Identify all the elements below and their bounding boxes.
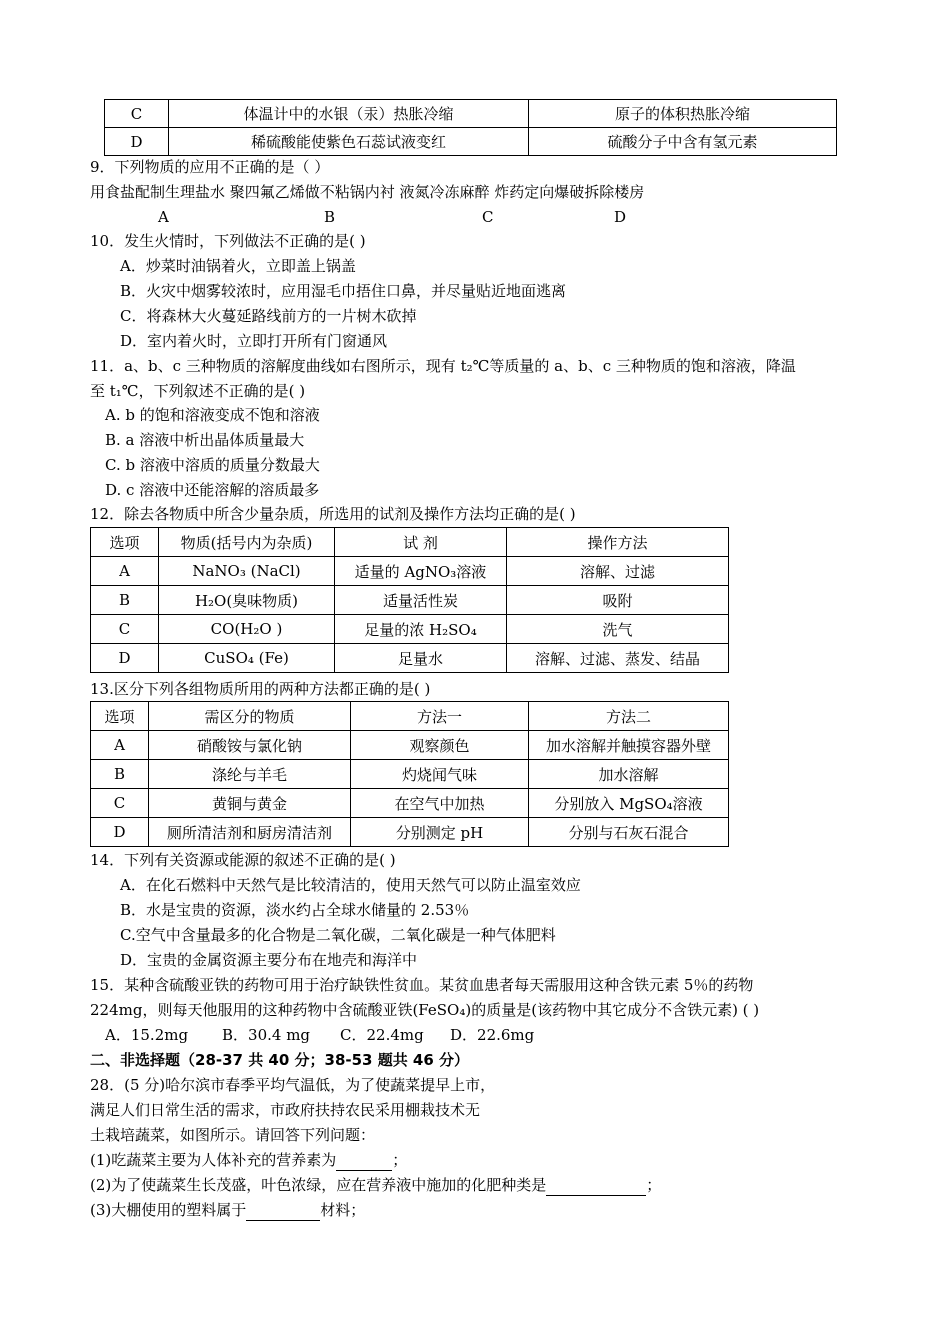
table-cell: 灼烧闻气味 bbox=[351, 760, 529, 789]
column-header: 方法一 bbox=[351, 702, 529, 731]
question-11-option: B. a 溶液中析出晶体质量最大 bbox=[105, 431, 305, 449]
answer-blank[interactable] bbox=[546, 1179, 646, 1196]
table-cell: 适量的 AgNO₃溶液 bbox=[335, 557, 507, 586]
question-28-sub-1 bbox=[90, 1149, 407, 1171]
sub-question-text: (2)为了使蔬菜生长茂盛，叶色浓绿，应在营养液中施加的化肥种类是 bbox=[90, 1176, 547, 1194]
table-cell: 足量水 bbox=[335, 644, 507, 673]
comparison-table bbox=[104, 99, 837, 156]
question-28-sub-2 bbox=[90, 1174, 661, 1196]
option-label-b: B bbox=[324, 208, 336, 226]
sub-question-text: (1)吃蔬菜主要为人体补充的营养素为 bbox=[90, 1151, 337, 1169]
question-11-stem-cont: 至 t₁℃，下列叙述不正确的是( ) bbox=[90, 382, 306, 400]
table-row bbox=[91, 615, 729, 644]
table-cell: 加水溶解并触摸容器外壁 bbox=[529, 731, 729, 760]
table-cell: B bbox=[91, 760, 149, 789]
question-15-stem-cont: 224mg，则每天他服用的这种药物中含硫酸亚铁(FeSO₄)的质量是(该药物中其它成分不含铁元素) ( ) bbox=[90, 1001, 760, 1019]
question-11-stem: 11．a、b、c 三种物质的溶解度曲线如右图所示，现有 t₂℃等质量的 a、b、c 三种物质的饱和溶液，降温 bbox=[90, 357, 796, 375]
table-cell: 溶解、过滤 bbox=[507, 557, 729, 586]
option-label-d: D bbox=[614, 208, 627, 226]
table-cell: 体温计中的水银（汞）热胀冷缩 bbox=[169, 100, 529, 128]
question-28-stem-cont: 土栽培蔬菜，如图所示。请回答下列问题： bbox=[90, 1126, 376, 1144]
table-cell: D bbox=[91, 818, 149, 847]
table-cell: 溶解、过滤、蒸发、结晶 bbox=[507, 644, 729, 673]
table-cell: A bbox=[91, 731, 149, 760]
question-14-option: C.空气中含量最多的化合物是二氧化碳，二氧化碳是一种气体肥料 bbox=[120, 926, 556, 944]
table-cell: 在空气中加热 bbox=[351, 789, 529, 818]
question-9-stem: 9．下列物质的应用不正确的是（ ） bbox=[90, 158, 330, 176]
question-28-stem: 28．(5 分)哈尔滨市春季平均气温低，为了使蔬菜提早上市， bbox=[90, 1076, 496, 1094]
table-cell: 硫酸分子中含有氢元素 bbox=[529, 128, 837, 156]
option-label-a: A bbox=[158, 208, 169, 226]
punctuation: ； bbox=[392, 1151, 408, 1169]
table-cell: H₂O(臭味物质) bbox=[159, 586, 335, 615]
table-cell: 足量的浓 H₂SO₄ bbox=[335, 615, 507, 644]
question-15-option-b: B．30.4 mg bbox=[222, 1026, 311, 1044]
table-cell: CO(H₂O ) bbox=[159, 615, 335, 644]
option-label-c: C bbox=[482, 208, 494, 226]
table-row bbox=[91, 760, 729, 789]
punctuation: ； bbox=[646, 1176, 662, 1194]
table-cell: A bbox=[91, 557, 159, 586]
sub-question-text: (3)大棚使用的塑料属于 bbox=[90, 1201, 247, 1219]
table-cell: D bbox=[105, 128, 169, 156]
table-header-row bbox=[91, 702, 729, 731]
impurity-removal-table bbox=[90, 527, 729, 673]
column-header: 选项 bbox=[91, 702, 149, 731]
table-cell: C bbox=[105, 100, 169, 128]
table-cell: CuSO₄ (Fe) bbox=[159, 644, 335, 673]
column-header: 试 剂 bbox=[335, 528, 507, 557]
table-row bbox=[105, 100, 837, 128]
table-row bbox=[105, 128, 837, 156]
table-cell: 洗气 bbox=[507, 615, 729, 644]
table-cell: 适量活性炭 bbox=[335, 586, 507, 615]
column-header: 操作方法 bbox=[507, 528, 729, 557]
punctuation: 材料； bbox=[320, 1201, 366, 1219]
table-cell: 观察颜色 bbox=[351, 731, 529, 760]
column-header: 物质(括号内为杂质) bbox=[159, 528, 335, 557]
table-cell: 分别放入 MgSO₄溶液 bbox=[529, 789, 729, 818]
question-15-option-d: D．22.6mg bbox=[450, 1026, 535, 1044]
table-row bbox=[91, 644, 729, 673]
table-cell: D bbox=[91, 644, 159, 673]
question-10-stem: 10．发生火情时，下列做法不正确的是( ) bbox=[90, 232, 366, 250]
table-cell: C bbox=[91, 789, 149, 818]
answer-blank[interactable] bbox=[246, 1204, 320, 1221]
question-10-option: B．火灾中烟雾较浓时，应用湿毛巾捂住口鼻，并尽量贴近地面逃离 bbox=[120, 282, 567, 300]
table-cell: 黄铜与黄金 bbox=[149, 789, 351, 818]
question-11-option: D. c 溶液中还能溶解的溶质最多 bbox=[105, 481, 320, 499]
table-cell: 涤纶与羊毛 bbox=[149, 760, 351, 789]
question-15-option-c: C．22.4mg bbox=[340, 1026, 424, 1044]
table-cell: NaNO₃ (NaCl) bbox=[159, 557, 335, 586]
table-row bbox=[91, 818, 729, 847]
question-28-sub-3 bbox=[90, 1199, 365, 1221]
question-14-option: D．宝贵的金属资源主要分布在地壳和海洋中 bbox=[120, 951, 418, 969]
question-11-option: A. b 的饱和溶液变成不饱和溶液 bbox=[105, 406, 320, 424]
table-cell: 硝酸铵与氯化钠 bbox=[149, 731, 351, 760]
column-header: 方法二 bbox=[529, 702, 729, 731]
table-row bbox=[91, 557, 729, 586]
question-11-option: C. b 溶液中溶质的质量分数最大 bbox=[105, 456, 320, 474]
table-cell: B bbox=[91, 586, 159, 615]
column-header: 需区分的物质 bbox=[149, 702, 351, 731]
question-28-stem-cont: 满足人们日常生活的需求，市政府扶持农民采用棚栽技术无 bbox=[90, 1101, 481, 1119]
table-row bbox=[91, 789, 729, 818]
column-header: 选项 bbox=[91, 528, 159, 557]
table-row bbox=[91, 731, 729, 760]
distinguish-substances-table bbox=[90, 701, 729, 847]
section-heading: 二、非选择题（28-37 共 40 分；38-53 题共 46 分） bbox=[90, 1051, 470, 1069]
table-row bbox=[91, 586, 729, 615]
question-13-stem: 13.区分下列各组物质所用的两种方法都正确的是( ) bbox=[90, 680, 431, 698]
table-cell: 加水溶解 bbox=[529, 760, 729, 789]
question-10-option: A．炒菜时油锅着火，立即盖上锅盖 bbox=[120, 257, 356, 275]
question-10-option: D．室内着火时，立即打开所有门窗通风 bbox=[120, 332, 388, 350]
table-cell: 分别与石灰石混合 bbox=[529, 818, 729, 847]
table-cell: 吸附 bbox=[507, 586, 729, 615]
question-14-stem: 14．下列有关资源或能源的叙述不正确的是( ) bbox=[90, 851, 396, 869]
question-14-option: A．在化石燃料中天然气是比较清洁的，使用天然气可以防止温室效应 bbox=[120, 876, 581, 894]
table-cell: 厕所清洁剂和厨房清洁剂 bbox=[149, 818, 351, 847]
question-15-option-a: A．15.2mg bbox=[105, 1026, 189, 1044]
question-9-options: 用食盐配制生理盐水 聚四氟乙烯做不粘锅内衬 液氮冷冻麻醉 炸药定向爆破拆除楼房 bbox=[90, 183, 645, 201]
table-header-row bbox=[91, 528, 729, 557]
question-10-option: C．将森林大火蔓延路线前方的一片树木砍掉 bbox=[120, 307, 417, 325]
table-cell: 分别测定 pH bbox=[351, 818, 529, 847]
answer-blank[interactable] bbox=[336, 1154, 392, 1171]
question-14-option: B．水是宝贵的资源，淡水约占全球水储量的 2.53％ bbox=[120, 901, 470, 919]
question-15-stem: 15．某种含硫酸亚铁的药物可用于治疗缺铁性贫血。某贫血患者每天需服用这种含铁元素 5％的药物 bbox=[90, 976, 754, 994]
table-cell: 原子的体积热胀冷缩 bbox=[529, 100, 837, 128]
question-12-stem: 12．除去各物质中所含少量杂质，所选用的试剂及操作方法均正确的是( ) bbox=[90, 505, 576, 523]
table-cell: C bbox=[91, 615, 159, 644]
table-cell: 稀硫酸能使紫色石蕊试液变红 bbox=[169, 128, 529, 156]
